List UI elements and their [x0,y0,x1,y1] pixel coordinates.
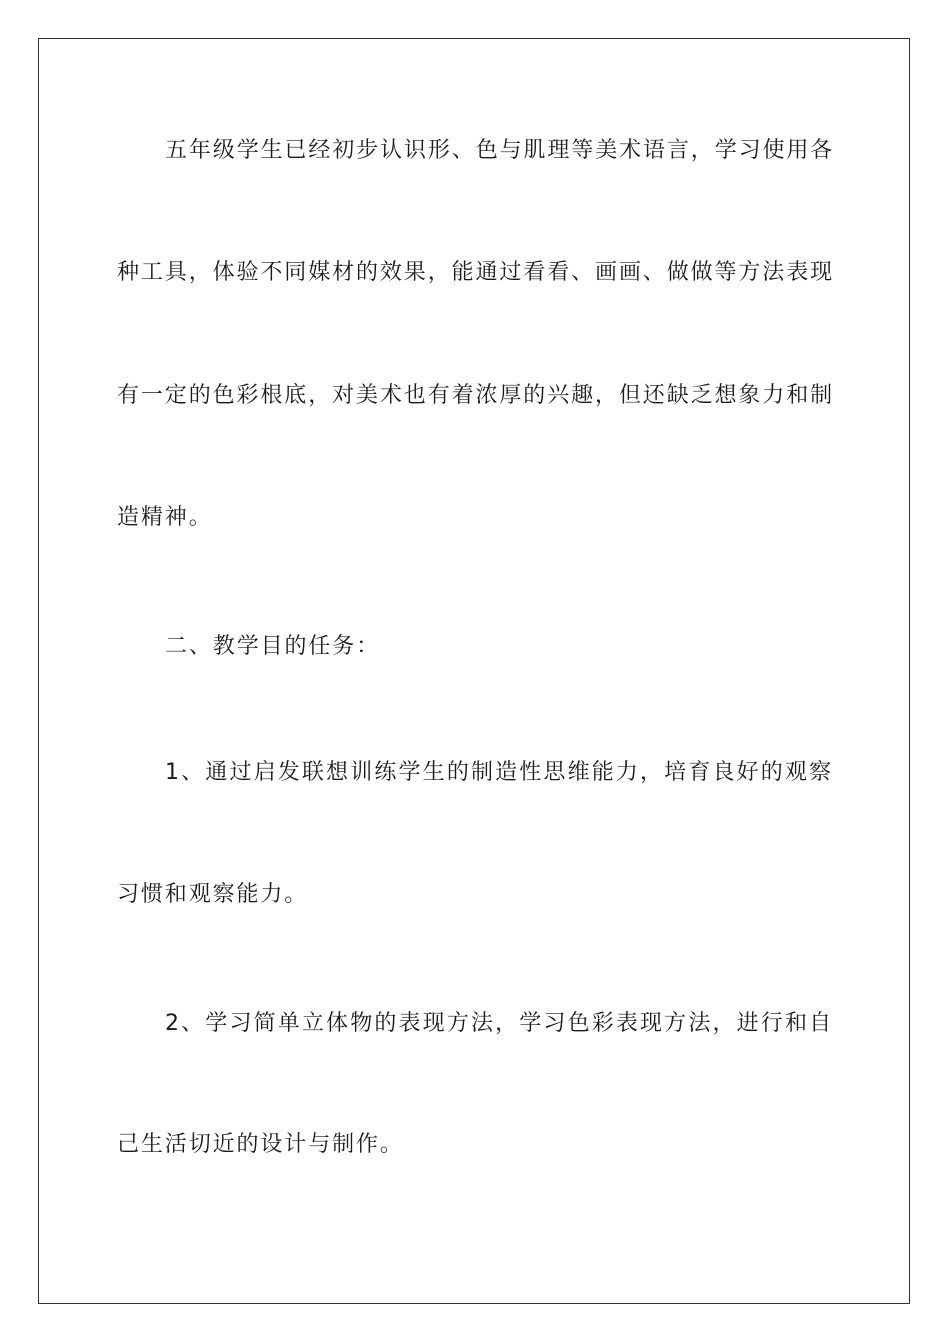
page-border [38,38,910,1304]
item-1-line-1: 1、通过启发联想训练学生的制造性思维能力，培育良好的观察 [165,760,833,785]
item-1-line-2: 习惯和观察能力。 [117,882,309,907]
paragraph-1-line-3: 有一定的色彩根底，对美术也有着浓厚的兴趣，但还缺乏想象力和制 [117,383,835,408]
item-2-line-2: 己生活切近的设计与制作。 [117,1132,404,1157]
item-2-line-1: 2、学习简单立体物的表现方法，学习色彩表现方法，进行和自 [165,1011,833,1036]
paragraph-1-line-4: 造精神。 [117,505,213,530]
paragraph-1-line-1: 五年级学生已经初步认识形、色与肌理等美术语言，学习使用各 [165,138,835,163]
paragraph-1-line-2: 种工具，体验不同媒材的效果，能通过看看、画画、做做等方法表现 [117,260,835,285]
section-heading: 二、教学目的任务： [165,634,381,659]
